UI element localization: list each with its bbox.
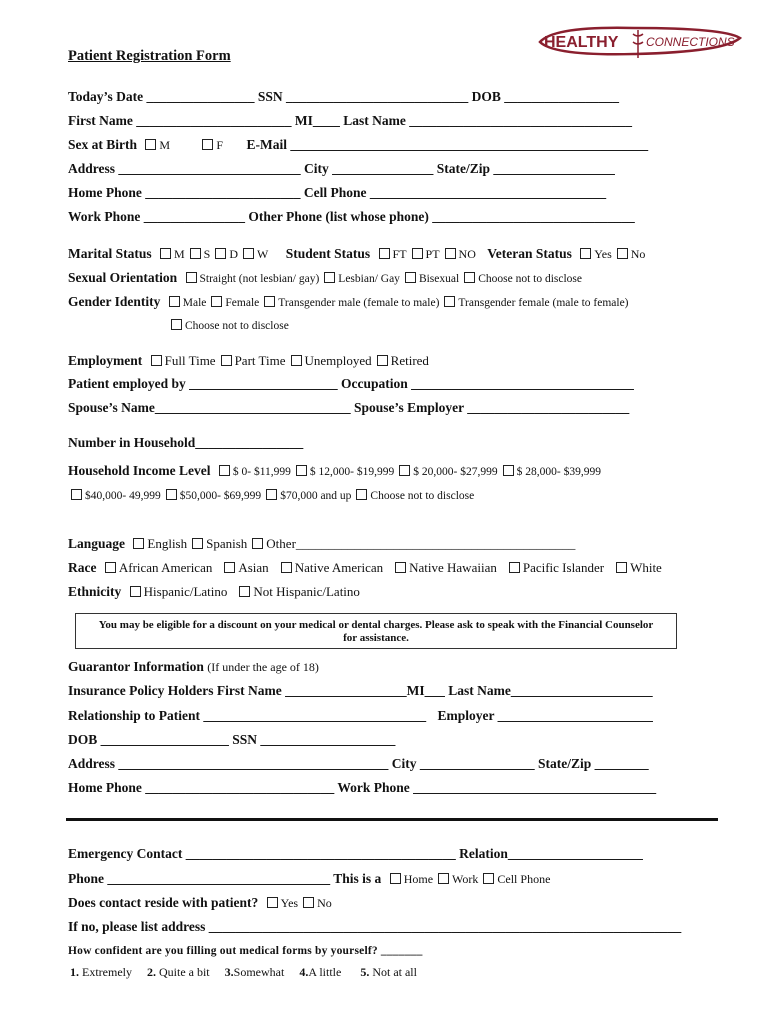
city-field[interactable]: City _______________ <box>304 161 434 176</box>
row-guarantor-dob-ssn <box>68 732 395 748</box>
sex-at-birth-label: Sex at Birth <box>68 137 137 152</box>
scale-3-number: 3. <box>224 965 234 979</box>
phone-work-checkbox[interactable] <box>438 873 449 884</box>
notice-line-1: You may be eligible for a discount on your medical or dental charges. Please ask to speak with the Financial Counselor <box>98 619 654 631</box>
scale-1-label[interactable]: Extremely <box>82 965 132 979</box>
veteran-no-checkbox[interactable] <box>617 248 628 259</box>
student-ft-label: FT <box>392 247 407 261</box>
contact-address-field[interactable]: If no, please list address ______________________________________________________________________ <box>68 919 682 934</box>
student-no-label: NO <box>458 247 476 261</box>
income-2-checkbox[interactable] <box>296 465 307 476</box>
home-phone-field[interactable]: Home Phone _______________________ <box>68 185 301 200</box>
veteran-no-label: No <box>630 247 646 261</box>
row-gender-no-disclose <box>166 318 289 334</box>
scale-2-number: 2. <box>146 965 156 979</box>
reside-no-label: No <box>317 896 332 910</box>
row-contact-reside <box>68 895 332 911</box>
sex-f-label: F <box>216 138 224 152</box>
language-english-checkbox[interactable] <box>133 538 144 549</box>
policy-holder-first-name-field[interactable]: Insurance Policy Holders First Name __________________ <box>68 683 407 698</box>
orientation-straight-checkbox[interactable] <box>186 272 197 283</box>
marital-m-checkbox[interactable] <box>160 248 171 259</box>
ethnicity-label: Ethnicity <box>68 584 122 599</box>
guarantor-heading: Guarantor Information <box>68 659 204 674</box>
guarantor-ssn-field[interactable]: SSN ____________________ <box>232 732 396 747</box>
first-name-field[interactable]: First Name _______________________ <box>68 113 292 128</box>
language-other-checkbox[interactable] <box>252 538 263 549</box>
confidence-question-field[interactable]: How confident are you filling out medical forms by yourself? _______ <box>68 945 423 957</box>
contact-reside-question: Does contact reside with patient? <box>68 895 259 910</box>
race-asian-label: Asian <box>238 560 269 575</box>
phone-type-label: This is a <box>333 871 382 886</box>
scale-3-label[interactable]: Somewhat <box>233 965 285 979</box>
scale-1-number: 1. <box>70 965 79 979</box>
income-6-checkbox[interactable] <box>166 489 177 500</box>
gender-male-label: Male <box>182 297 207 309</box>
employment-unemployed-checkbox[interactable] <box>291 355 302 366</box>
marital-d-label: D <box>229 247 239 261</box>
cell-phone-field[interactable]: Cell Phone ___________________________________ <box>303 185 607 200</box>
race-label: Race <box>68 560 97 575</box>
employment-unemployed-label: Unemployed <box>304 353 372 368</box>
reside-no-checkbox[interactable] <box>303 897 314 908</box>
policy-holder-last-name-field[interactable]: Last Name_____________________ <box>448 683 653 698</box>
address-field[interactable]: Address ___________________________ <box>68 161 301 176</box>
row-ethnicity <box>68 584 360 600</box>
race-african-american-label: African American <box>118 560 213 575</box>
employment-full-time-label: Full Time <box>164 353 216 368</box>
race-pacific-islander-label: Pacific Islander <box>522 560 605 575</box>
guarantor-employer-field[interactable]: Employer _______________________ <box>437 708 653 723</box>
guarantor-home-phone-field[interactable]: Home Phone ____________________________ <box>68 780 335 795</box>
reside-yes-checkbox[interactable] <box>267 897 278 908</box>
household-income-label: Household Income Level <box>68 463 211 478</box>
phone-home-checkbox[interactable] <box>390 873 401 884</box>
last-name-field[interactable]: Last Name _________________________________ <box>343 113 632 128</box>
veteran-yes-checkbox[interactable] <box>580 248 591 259</box>
row-guarantor-address <box>68 756 649 772</box>
policy-holder-mi-field[interactable]: MI___ <box>406 683 445 698</box>
ethnicity-hispanic-checkbox[interactable] <box>130 586 141 597</box>
language-label: Language <box>68 536 126 551</box>
relationship-field[interactable]: Relationship to Patient _________________________________ <box>68 708 427 723</box>
form-title: Patient Registration Form <box>68 48 231 64</box>
row-household <box>68 435 303 451</box>
income-2-label: $ 12,000- $19,999 <box>309 466 395 478</box>
middle-initial-field[interactable]: MI____ <box>294 113 340 128</box>
row-emergency-phone <box>68 871 550 887</box>
gender-female-checkbox[interactable] <box>211 296 222 307</box>
patient-employed-by-field[interactable]: Patient employed by ______________________ <box>68 376 338 391</box>
row-language <box>68 536 575 552</box>
orientation-lesbian-gay-checkbox[interactable] <box>324 272 335 283</box>
guarantor-dob-field[interactable]: DOB ___________________ <box>68 732 229 747</box>
orientation-lesbian-gay-label: Lesbian/ Gay <box>338 273 400 285</box>
veteran-status-label: Veteran Status <box>487 246 572 261</box>
ethnicity-not-hispanic-checkbox[interactable] <box>239 586 250 597</box>
row-guarantor-phones <box>68 780 656 796</box>
income-4-checkbox[interactable] <box>503 465 514 476</box>
gender-female-label: Female <box>225 297 260 309</box>
student-no-checkbox[interactable] <box>445 248 456 259</box>
logo-text-healthy: HEALTHY <box>544 34 619 51</box>
section-divider <box>66 818 718 821</box>
row-work-phone <box>68 209 635 225</box>
occupation-field[interactable]: Occupation _________________________________ <box>341 376 634 391</box>
scale-4-number: 4. <box>299 965 309 979</box>
gender-identity-label: Gender Identity <box>68 294 161 309</box>
income-8-label: Choose not to disclose <box>370 490 475 502</box>
phone-cell-checkbox[interactable] <box>483 873 494 884</box>
email-field[interactable]: E-Mail _____________________________________________________ <box>246 137 649 152</box>
gender-trans-male-label: Transgender male (female to male) <box>278 297 440 309</box>
emergency-phone-field[interactable]: Phone _________________________________ <box>68 871 331 886</box>
race-native-hawaiian-checkbox[interactable] <box>395 562 406 573</box>
row-sexual-orientation <box>68 270 582 287</box>
reside-yes-label: Yes <box>280 896 299 910</box>
row-gender-identity <box>68 294 629 311</box>
row-policy-holder <box>68 683 653 699</box>
employment-retired-label: Retired <box>390 353 429 368</box>
state-zip-field[interactable]: State/Zip __________________ <box>436 161 615 176</box>
income-3-checkbox[interactable] <box>399 465 410 476</box>
row-contact-address <box>68 919 681 935</box>
student-pt-checkbox[interactable] <box>412 248 423 259</box>
guarantor-city-field[interactable]: City _________________ <box>391 756 535 771</box>
marital-s-checkbox[interactable] <box>190 248 201 259</box>
spouse-employer-field[interactable]: Spouse’s Employer ________________________ <box>354 400 630 415</box>
ethnicity-hispanic-label: Hispanic/Latino <box>143 584 228 599</box>
marital-status-label: Marital Status <box>68 246 152 261</box>
gender-trans-female-checkbox[interactable] <box>444 296 455 307</box>
marital-w-checkbox[interactable] <box>243 248 254 259</box>
language-spanish-checkbox[interactable] <box>192 538 203 549</box>
race-native-hawaiian-label: Native Hawaiian <box>409 560 497 575</box>
student-ft-checkbox[interactable] <box>379 248 390 259</box>
ssn-field[interactable]: SSN ___________________________ <box>257 89 469 104</box>
employment-part-time-label: Part Time <box>234 353 286 368</box>
row-spouse <box>68 400 629 416</box>
guarantor-address-field[interactable]: Address ________________________________________ <box>68 756 389 771</box>
orientation-bisexual-checkbox[interactable] <box>405 272 416 283</box>
row-confidence-question <box>68 943 423 959</box>
logo-text-connections: CONNECTIONS <box>646 35 735 49</box>
row-household-income-2 <box>66 488 474 504</box>
gender-no-disclose-label: Choose not to disclose <box>185 320 289 332</box>
financial-discount-notice <box>75 613 677 649</box>
orientation-no-disclose-label: Choose not to disclose <box>478 273 583 285</box>
employment-full-time-checkbox[interactable] <box>151 355 162 366</box>
language-other-field[interactable]: Other___________________________________________ <box>266 536 576 551</box>
row-household-income <box>68 463 601 480</box>
income-5-label: $40,000- 49,999 <box>85 490 161 502</box>
income-7-label: $70,000 and up <box>280 490 352 502</box>
sex-m-label: M <box>159 138 171 152</box>
language-spanish-label: Spanish <box>206 536 248 551</box>
row-date-ssn-dob <box>68 89 619 105</box>
employment-label: Employment <box>68 353 143 368</box>
gender-trans-male-checkbox[interactable] <box>264 296 275 307</box>
orientation-straight-label: Straight (not lesbian/ gay) <box>199 273 320 285</box>
row-relationship <box>68 708 653 724</box>
guarantor-work-phone-field[interactable]: Work Phone ____________________________________ <box>337 780 657 795</box>
gender-trans-female-label: Transgender female (male to female) <box>458 297 629 309</box>
row-name <box>68 113 632 129</box>
sex-m-checkbox[interactable] <box>145 139 156 150</box>
race-native-american-checkbox[interactable] <box>281 562 292 573</box>
veteran-yes-label: Yes <box>594 247 612 261</box>
orientation-no-disclose-checkbox[interactable] <box>464 272 475 283</box>
race-white-checkbox[interactable] <box>616 562 627 573</box>
marital-w-label: W <box>257 247 269 261</box>
row-emergency-contact <box>68 846 643 862</box>
ethnicity-not-hispanic-label: Not Hispanic/Latino <box>253 584 360 599</box>
emergency-relation-field[interactable]: Relation____________________ <box>459 846 643 861</box>
orientation-bisexual-label: Bisexual <box>418 273 460 285</box>
scale-4-label[interactable]: A little <box>308 965 342 979</box>
row-guarantor-heading <box>68 659 319 675</box>
row-marital-student-veteran <box>68 246 645 262</box>
race-white-label: White <box>630 560 662 575</box>
other-phone-field[interactable]: Other Phone (list whose phone) ______________________________ <box>248 209 635 224</box>
race-native-american-label: Native American <box>294 560 384 575</box>
gender-male-checkbox[interactable] <box>169 296 180 307</box>
income-5-checkbox[interactable] <box>71 489 82 500</box>
income-1-checkbox[interactable] <box>219 465 230 476</box>
race-pacific-islander-checkbox[interactable] <box>509 562 520 573</box>
student-pt-label: PT <box>425 247 440 261</box>
row-phones <box>68 185 606 201</box>
income-1-label: $ 0- $11,999 <box>232 466 291 478</box>
marital-m-label: M <box>174 247 185 261</box>
employment-retired-checkbox[interactable] <box>377 355 388 366</box>
number-in-household-field[interactable]: Number in Household________________ <box>68 435 304 450</box>
scale-5-number: 5. <box>360 965 370 979</box>
dob-field[interactable]: DOB _________________ <box>471 89 620 104</box>
scale-2-label[interactable]: Quite a bit <box>158 965 210 979</box>
row-race <box>68 560 662 576</box>
todays-date-field[interactable]: Today’s Date ________________ <box>68 89 255 104</box>
race-asian-checkbox[interactable] <box>224 562 235 573</box>
guarantor-subheading: (If under the age of 18) <box>207 660 319 674</box>
row-confidence-scale <box>70 964 417 980</box>
income-8-checkbox[interactable] <box>356 489 367 500</box>
gender-no-disclose-checkbox[interactable] <box>171 319 182 330</box>
marital-s-label: S <box>203 247 211 261</box>
sexual-orientation-label: Sexual Orientation <box>68 270 178 285</box>
marital-d-checkbox[interactable] <box>215 248 226 259</box>
work-phone-field[interactable]: Work Phone _______________ <box>68 209 246 224</box>
language-english-label: English <box>147 536 188 551</box>
emergency-contact-field[interactable]: Emergency Contact ________________________________________ <box>68 846 456 861</box>
phone-work-label: Work <box>452 872 479 886</box>
student-status-label: Student Status <box>285 246 371 261</box>
spouse-name-field[interactable]: Spouse’s Name_____________________________ <box>68 400 351 415</box>
income-7-checkbox[interactable] <box>266 489 277 500</box>
income-6-label: $50,000- $69,999 <box>179 490 262 502</box>
guarantor-state-zip-field[interactable]: State/Zip ________ <box>538 756 649 771</box>
scale-5-label[interactable]: Not at all <box>372 965 417 979</box>
phone-home-label: Home <box>403 872 434 886</box>
row-employer <box>68 376 634 392</box>
notice-line-2: for assistance. <box>343 632 409 644</box>
row-address <box>68 161 615 177</box>
income-4-label: $ 28,000- $39,999 <box>516 466 601 478</box>
employment-part-time-checkbox[interactable] <box>221 355 232 366</box>
income-3-label: $ 20,000- $27,999 <box>413 466 498 478</box>
row-sex-email <box>68 137 648 153</box>
race-african-american-checkbox[interactable] <box>105 562 116 573</box>
row-employment <box>68 353 429 369</box>
healthy-connections-logo <box>534 22 744 62</box>
phone-cell-label: Cell Phone <box>497 872 551 886</box>
sex-f-checkbox[interactable] <box>202 139 213 150</box>
